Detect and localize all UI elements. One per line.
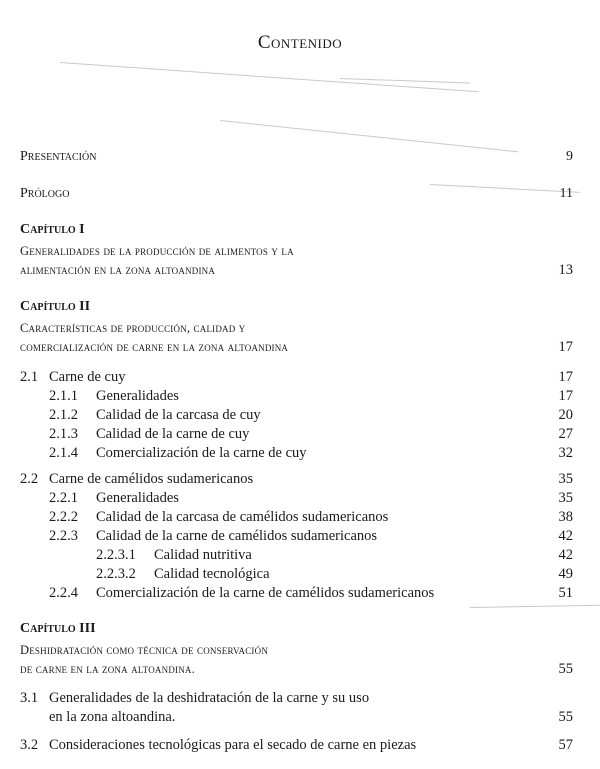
toc-page: 38 bbox=[558, 509, 573, 525]
chapter-desc-line: Generalidades de la producción de alimentos y la bbox=[20, 244, 294, 258]
chapter-desc-line: de carne en la zona altoandina. bbox=[20, 662, 195, 676]
chapter-page: 17 bbox=[558, 339, 573, 355]
toc-entry[interactable]: Comercialización de la carne de cuy bbox=[96, 445, 307, 461]
toc-entry[interactable]: Carne de cuy bbox=[49, 369, 126, 385]
toc-page: 17 bbox=[558, 388, 573, 404]
chapter-heading[interactable]: Capítulo I bbox=[20, 222, 85, 237]
toc-page: 27 bbox=[558, 426, 573, 442]
toc-page: 51 bbox=[558, 585, 573, 601]
toc-page: 32 bbox=[558, 445, 573, 461]
toc-number: 3.2 bbox=[20, 737, 39, 753]
scan-artifact-line bbox=[220, 120, 518, 152]
toc-number: 2.1.4 bbox=[49, 445, 78, 461]
toc-page: 57 bbox=[558, 737, 573, 753]
toc-page: 17 bbox=[558, 369, 573, 385]
toc-number: 2.2.3 bbox=[49, 528, 78, 544]
chapter-desc-line: comercialización de carne en la zona altoandina bbox=[20, 340, 289, 354]
toc-number: 2.2.3.2 bbox=[96, 566, 136, 582]
toc-row-prologo[interactable] bbox=[20, 186, 573, 202]
toc-number: 2.1.1 bbox=[49, 388, 78, 404]
toc-number: 2.1 bbox=[20, 369, 39, 385]
chapter-desc-line: Deshidratación como técnica de conservación bbox=[20, 643, 269, 657]
toc-page: 49 bbox=[558, 566, 573, 582]
toc-label: Presentación bbox=[20, 149, 97, 164]
toc-number: 2.2.3.1 bbox=[96, 547, 136, 563]
toc-number: 2.2.1 bbox=[49, 490, 78, 506]
toc-entry[interactable]: Calidad de la carne de cuy bbox=[96, 426, 250, 442]
toc-entry[interactable]: Generalidades bbox=[96, 388, 179, 404]
toc-number: 2.1.3 bbox=[49, 426, 78, 442]
toc-number: 2.2.4 bbox=[49, 585, 78, 601]
toc-entry[interactable]: Calidad nutritiva bbox=[154, 547, 252, 563]
chapter-page: 55 bbox=[558, 661, 573, 677]
toc-page: 42 bbox=[558, 528, 573, 544]
toc-entry[interactable]: Calidad de la carcasa de cuy bbox=[96, 407, 261, 423]
toc-page: 35 bbox=[558, 471, 573, 487]
toc-entry[interactable]: Consideraciones tecnológicas para el secado de carne en piezas bbox=[49, 737, 417, 753]
toc-entry[interactable]: Generalidades bbox=[96, 490, 179, 506]
toc-page: 11 bbox=[559, 186, 573, 201]
toc-page: 55 bbox=[558, 709, 573, 725]
chapter-desc-line: Características de producción, calidad y bbox=[20, 321, 246, 335]
toc-number: 3.1 bbox=[20, 690, 39, 706]
toc-entry[interactable]: Comercialización de la carne de camélidos sudamericanos bbox=[96, 585, 435, 601]
toc-page: 20 bbox=[558, 407, 573, 423]
chapter-heading[interactable]: Capítulo II bbox=[20, 299, 91, 314]
toc-row-presentacion[interactable] bbox=[20, 149, 573, 165]
toc-entry[interactable]: Calidad de la carne de camélidos sudamericanos bbox=[96, 528, 378, 544]
toc-page: 9 bbox=[566, 149, 573, 164]
toc-entry-continuation[interactable]: en la zona altoandina. bbox=[49, 709, 176, 725]
toc-entry[interactable]: Calidad tecnológica bbox=[154, 566, 270, 582]
chapter-desc-line: alimentación en la zona altoandina bbox=[20, 263, 216, 277]
scan-artifact-line bbox=[470, 605, 600, 608]
toc-entry[interactable]: Carne de camélidos sudamericanos bbox=[49, 471, 254, 487]
toc-entry[interactable]: Generalidades de la deshidratación de la carne y su uso bbox=[49, 690, 370, 706]
toc-entry[interactable]: Calidad de la carcasa de camélidos sudamericanos bbox=[96, 509, 389, 525]
scan-artifact-line bbox=[60, 62, 479, 92]
toc-number: 2.1.2 bbox=[49, 407, 78, 423]
toc-page: 42 bbox=[558, 547, 573, 563]
chapter-heading[interactable]: Capítulo III bbox=[20, 621, 96, 636]
toc-page: 35 bbox=[558, 490, 573, 506]
toc-number: 2.2 bbox=[20, 471, 39, 487]
toc-label: Prólogo bbox=[20, 186, 70, 201]
chapter-page: 13 bbox=[558, 262, 573, 278]
toc-number: 2.2.2 bbox=[49, 509, 78, 525]
page-title: Contenido bbox=[257, 32, 343, 53]
